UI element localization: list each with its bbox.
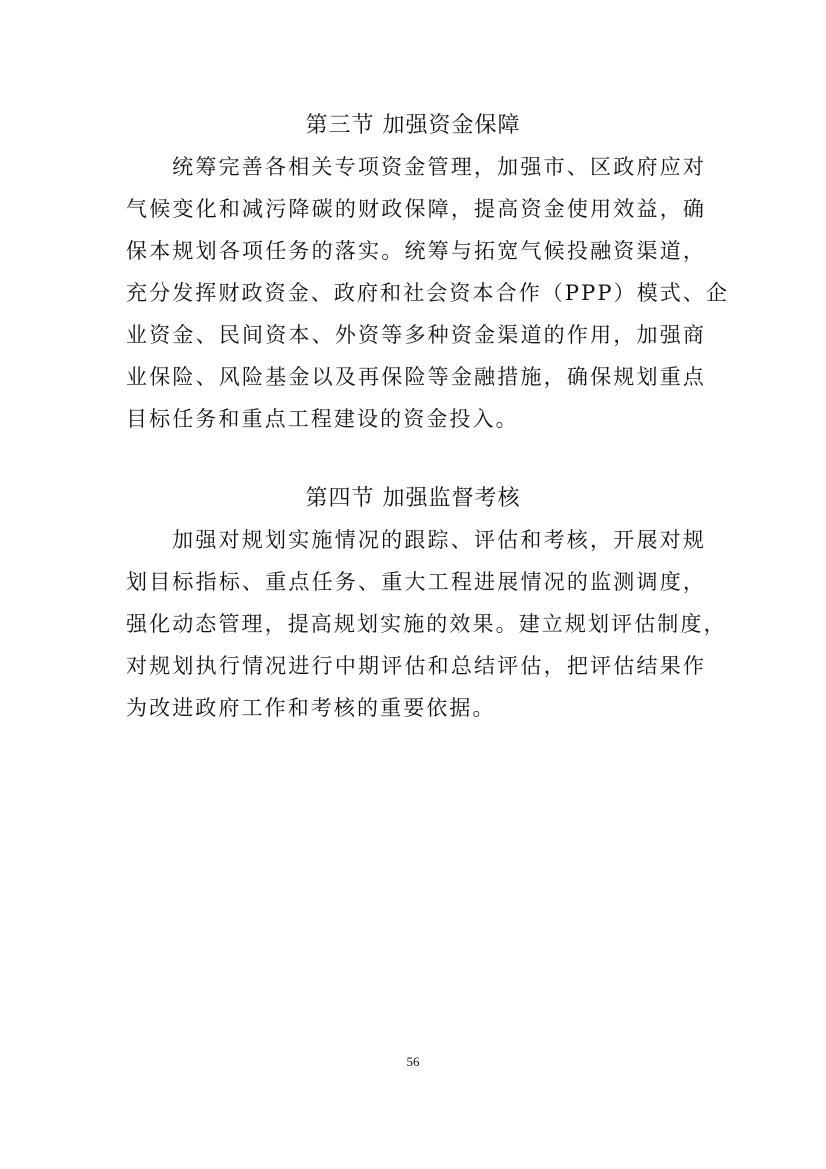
paragraph-line: 充分发挥财政资金、政府和社会资本合作（PPP）模式、企	[126, 281, 730, 305]
paragraph-line: 气候变化和减污降碳的财政保障，提高资金使用效益，确	[126, 197, 706, 221]
paragraph-line: 统筹完善各相关专项资金管理，加强市、区政府应对	[172, 155, 706, 179]
section-title: 第三节 加强资金保障	[305, 113, 521, 138]
paragraph-line: 业保险、风险基金以及再保险等金融措施，确保规划重点	[126, 365, 706, 389]
section-paragraph	[126, 519, 727, 729]
paragraph-line: 加强对规划实施情况的跟踪、评估和考核，开展对规	[172, 528, 706, 552]
section-paragraph	[126, 146, 730, 440]
paragraph-line: 划目标指标、重点任务、重大工程进展情况的监测调度，	[126, 570, 706, 594]
section-title: 第四节 加强监督考核	[305, 486, 521, 511]
paragraph-line: 强化动态管理，提高规划实施的效果。建立规划评估制度，	[126, 612, 727, 636]
paragraph-line: 保本规划各项任务的落实。统筹与拓宽气候投融资渠道，	[126, 239, 706, 263]
page-number: 56	[406, 1054, 420, 1069]
paragraph-line: 为改进政府工作和考核的重要依据。	[126, 696, 496, 720]
paragraph-line: 业资金、民间资本、外资等多种资金渠道的作用，加强商	[126, 323, 706, 347]
paragraph-line: 目标任务和重点工程建设的资金投入。	[126, 407, 519, 431]
paragraph-line: 对规划执行情况进行中期评估和总结评估，把评估结果作	[126, 654, 706, 678]
